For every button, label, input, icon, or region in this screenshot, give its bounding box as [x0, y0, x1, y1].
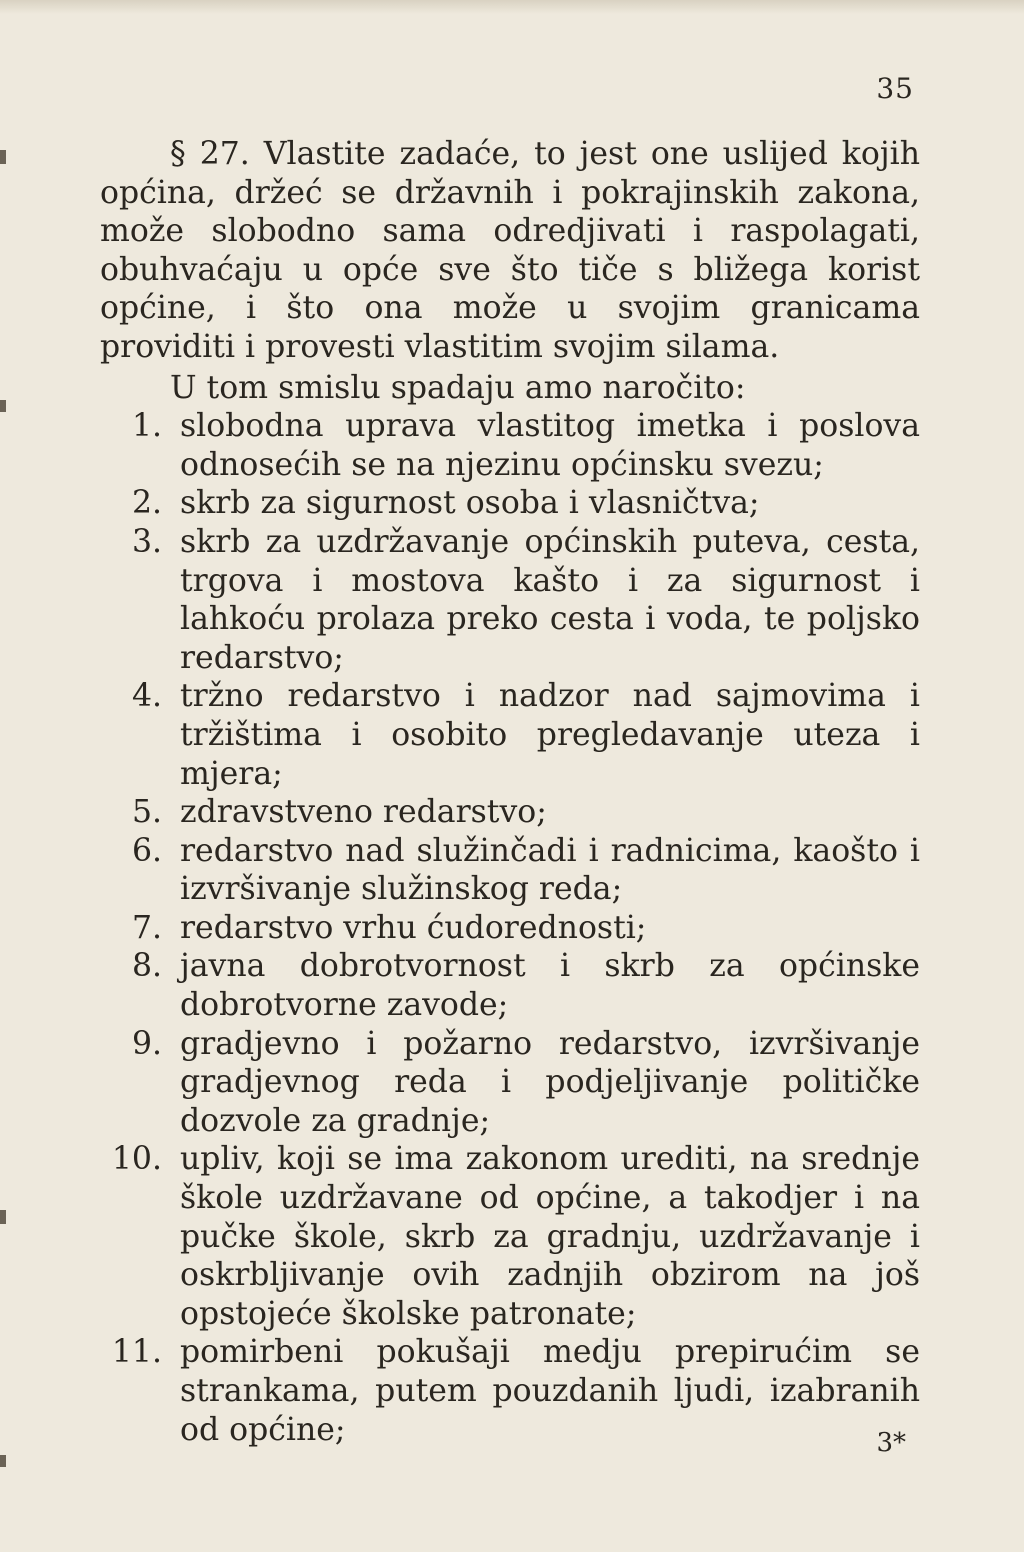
item-text: redarstvo nad služinčadi i radnicima, kaošto i izvršivanje služinskog reda; [180, 832, 920, 908]
item-text: slobodna uprava vlastitog imetka i poslova odnosećih se na njezinu općinsku svezu; [180, 408, 920, 483]
item-text: redarstvo vrhu ćudorednosti; [180, 909, 647, 946]
list-item [100, 947, 920, 1024]
item-number: 4. [131, 678, 162, 715]
item-text: pomirbeni pokušaji medju prepirućim se strankama, putem pouzdanih ljudi, izabranih od općine; [180, 1334, 920, 1448]
item-text: tržno redarstvo i nadzor nad sajmovima i tržištima i osobito pregledavanje uteza i mjera; [180, 678, 920, 792]
item-number: 10. [111, 1141, 162, 1178]
margin-mark [0, 400, 6, 412]
item-text: skrb za sigurnost osoba i vlasničtva; [180, 485, 760, 522]
page-body [100, 135, 920, 1449]
item-number: 8. [131, 948, 162, 985]
margin-mark [0, 150, 6, 164]
item-number: 2. [131, 485, 162, 522]
section-paragraph: § 27. Vlastite zadaće, to jest one uslijed kojih općina, držeć se državnih i pokrajinskih zakona, može slobodno sama odredjivati i raspolagati, obuhvaćaju u opće sve što tiče s bližega korist općine, i što ona može u svojim granicama providiti i provesti vlastitim svojim silama. [100, 136, 920, 365]
item-text: skrb za uzdržavanje općinskih puteva, cesta, trgova i mostova kašto i za sigurnost i lahkoću prolaza preko cesta i voda, te poljsko redarstvo; [180, 523, 920, 676]
item-number: 3. [131, 523, 162, 560]
item-number: 11. [111, 1334, 162, 1371]
margin-mark [0, 1455, 6, 1467]
list-item [100, 909, 920, 948]
margin-mark [0, 1210, 6, 1224]
intro-paragraph: U tom smislu spadaju amo naročito: [170, 369, 746, 406]
item-text: javna dobrotvornost i skrb za općinske dobrotvorne zavode; [180, 948, 920, 1024]
list-item [100, 1140, 920, 1333]
list-item [100, 484, 920, 523]
item-text: upliv, koji se ima zakonom urediti, na srednje škole uzdržavane od općine, a takodjer i na pučke škole, skrb za gradnju, uzdržavanje i oskrbljivanje ovih zadnjih obzirom na još opstojeće školske patronate; [180, 1141, 920, 1332]
item-number: 5. [131, 794, 162, 831]
item-number: 9. [131, 1025, 162, 1062]
duties-list [100, 407, 920, 1449]
item-number: 7. [131, 909, 162, 946]
list-item [100, 1333, 920, 1449]
list-item [100, 1025, 920, 1141]
item-number: 6. [131, 832, 162, 869]
list-item [100, 407, 920, 484]
item-number: 1. [131, 408, 162, 445]
list-item [100, 677, 920, 793]
item-text: zdravstveno redarstvo; [180, 794, 547, 831]
list-item [100, 793, 920, 832]
signature-mark: 3* [876, 1428, 906, 1458]
list-item [100, 832, 920, 909]
list-item [100, 523, 920, 677]
page-top-edge [0, 0, 1024, 14]
item-text: gradjevno i požarno redarstvo, izvršivanje gradjevnog reda i podjeljivanje političke dozvole za gradnje; [180, 1025, 920, 1139]
page-number: 35 [876, 72, 914, 105]
